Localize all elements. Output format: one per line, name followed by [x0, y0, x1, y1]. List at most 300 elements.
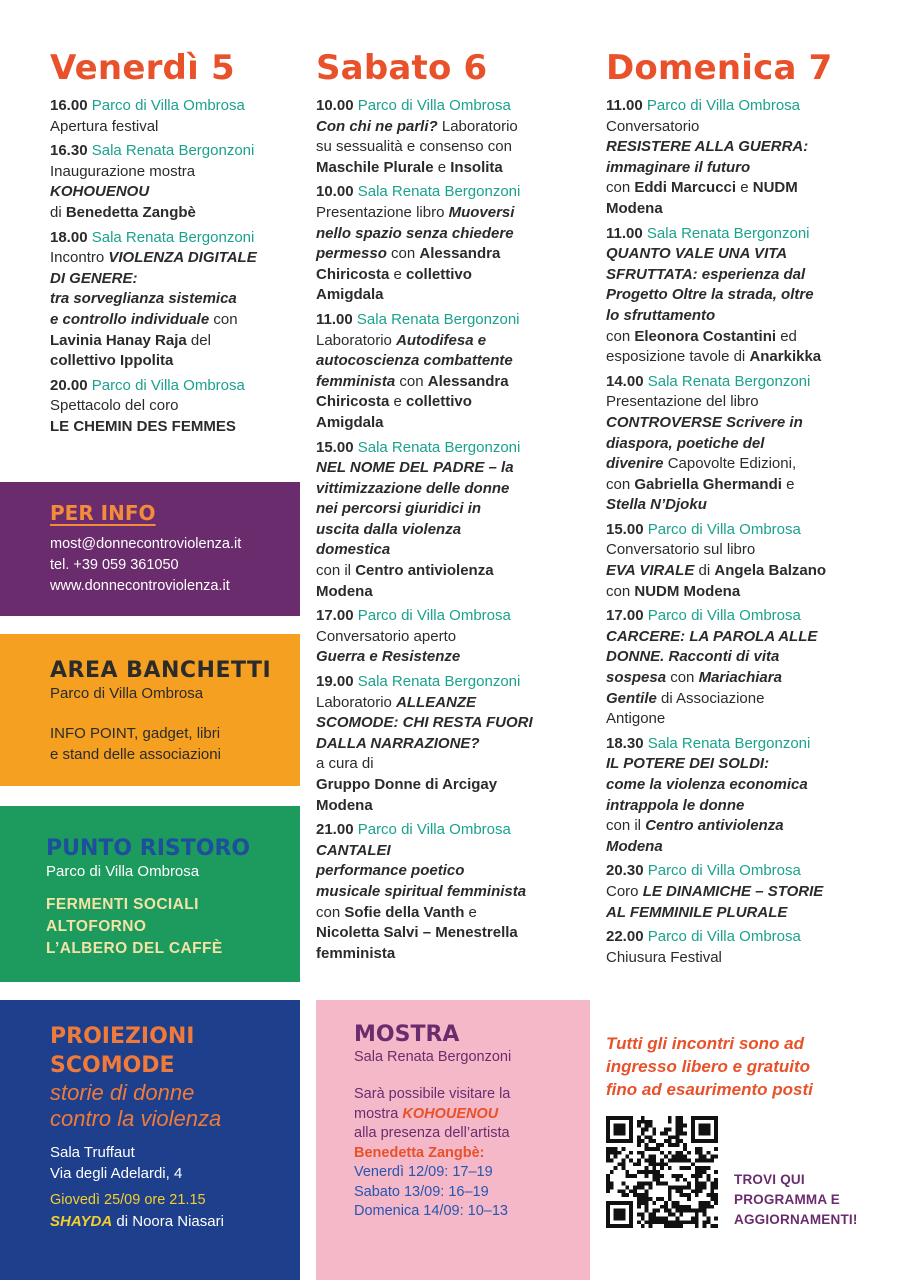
event-description-line — [606, 413, 896, 434]
event-text: vittimizzazione delle donne — [316, 479, 510, 497]
info-website[interactable]: www.donnecontroviolenza.it — [50, 578, 230, 594]
event-time: 22.00 — [606, 928, 644, 946]
event-text: Con chi ne parli? — [316, 117, 438, 135]
event-description-line — [316, 224, 586, 245]
event-text: come la violenza economica — [606, 776, 808, 793]
info-phone[interactable]: tel. +39 059 361050 — [50, 557, 179, 573]
event-item — [606, 861, 896, 923]
event-item — [50, 96, 300, 137]
mostra-title: MOSTRA — [354, 1022, 460, 1047]
qr-caption-line: TROVI QUI — [734, 1172, 805, 1187]
banchetti-place: Parco di Villa Ombrosa — [50, 685, 204, 702]
event-description-line — [50, 396, 300, 417]
event-description-line — [606, 816, 896, 837]
event-time: 14.00 — [606, 372, 644, 390]
event-description-line — [316, 244, 586, 265]
event-description-line — [606, 837, 896, 858]
event-item — [50, 228, 300, 372]
event-description-line — [316, 582, 586, 603]
event-description-line — [316, 882, 586, 903]
event-place: Sala Renata Bergonzoni — [357, 183, 521, 201]
event-text: Capovolte Edizioni, — [663, 455, 797, 473]
event-text: RESISTERE ALLA GUERRA: — [606, 138, 809, 156]
event-description-line — [606, 754, 896, 775]
event-text: Conversatorio — [606, 117, 700, 135]
event-item — [606, 734, 896, 858]
event-item — [316, 310, 586, 434]
event-description-line — [50, 182, 300, 203]
day-column-saturday — [316, 48, 586, 968]
event-text: Amigdala — [316, 286, 384, 304]
banchetti-box — [0, 634, 300, 786]
mostra-date: Domenica 14/09: 10–13 — [354, 1203, 508, 1219]
event-text: uscita dalla violenza — [316, 520, 462, 538]
event-text: Benedetta Zangbè — [65, 203, 196, 221]
event-text: NUDM Modena — [634, 582, 741, 600]
qr-code-icon[interactable] — [606, 1116, 718, 1228]
ristoro-place: Parco di Villa Ombrosa — [46, 863, 200, 880]
event-description-line — [316, 713, 586, 734]
event-text: femminista — [316, 372, 396, 390]
event-place: Sala Renata Bergonzoni — [646, 224, 810, 242]
event-text: Anarkikka — [749, 348, 822, 366]
ristoro-box — [0, 806, 300, 982]
event-text: diaspora, poetiche del — [606, 434, 765, 452]
event-text: collettivo Ippolita — [50, 352, 174, 370]
event-description-line — [606, 327, 896, 348]
event-text: NUDM — [752, 179, 798, 197]
event-description-line — [50, 269, 300, 290]
event-text: Gentile — [606, 689, 657, 707]
event-text: a cura di — [316, 755, 374, 773]
ristoro-item: FERMENTI SOCIALI — [46, 896, 199, 913]
event-description-line — [316, 413, 586, 434]
event-text: con — [316, 903, 345, 921]
event-description-line — [606, 627, 896, 648]
event-text: performance poetico — [316, 862, 465, 880]
banchetti-title: AREA BANCHETTI — [50, 658, 272, 683]
event-description-line — [606, 454, 896, 475]
event-description-line — [606, 306, 896, 327]
event-item — [606, 606, 896, 730]
event-time: 20.30 — [606, 862, 644, 880]
event-description-line — [606, 265, 896, 286]
event-text: del — [186, 331, 211, 349]
event-description-line — [606, 392, 896, 413]
event-text: Chiusura Festival — [606, 948, 722, 966]
mostra-line: Sarà possibile visitare la — [354, 1086, 511, 1102]
event-description-line — [606, 709, 896, 730]
event-description-line — [606, 882, 896, 903]
event-time: 11.00 — [606, 224, 643, 242]
event-description-line — [316, 561, 586, 582]
event-text: Presentazione del libro — [606, 393, 759, 411]
qr-caption-line: AGGIORNAMENTI! — [734, 1212, 858, 1227]
event-text: SCOMODE: CHI RESTA FUORI — [316, 714, 533, 732]
event-time: 10.00 — [316, 97, 354, 114]
event-text: su sessualità e consenso con — [316, 138, 512, 156]
event-text: ed — [776, 327, 797, 345]
event-time: 11.00 — [606, 97, 643, 114]
event-text: CANTALEI — [316, 841, 391, 859]
event-text: con — [606, 327, 635, 345]
event-place: Parco di Villa Ombrosa — [357, 97, 511, 114]
event-description-line — [316, 499, 586, 520]
event-text: e — [433, 158, 451, 176]
event-text: Angela Balzano — [714, 562, 827, 580]
event-text: di — [694, 562, 715, 580]
event-text: collettivo — [406, 393, 472, 411]
event-description-line — [316, 734, 586, 755]
event-description-line — [606, 285, 896, 306]
event-time: 15.00 — [316, 438, 354, 456]
mostra-date: Sabato 13/09: 16–19 — [354, 1183, 489, 1200]
event-text: tra sorveglianza sistemica — [50, 290, 237, 308]
event-text: femminista — [316, 944, 396, 962]
event-description-line — [606, 434, 896, 455]
event-description-line — [316, 351, 586, 372]
event-item — [606, 372, 896, 516]
event-text: ALLEANZE — [396, 693, 477, 711]
event-place: Parco di Villa Ombrosa — [91, 97, 245, 114]
event-text: Modena — [606, 837, 663, 855]
event-text: LE DINAMICHE – STORIE — [642, 882, 824, 900]
event-text: Gabriella Ghermandi — [634, 475, 782, 493]
event-description-line — [316, 627, 586, 648]
event-text: KOHOUENOU — [50, 183, 150, 201]
event-text: Laboratorio — [316, 693, 397, 711]
event-text: Chiricosta — [316, 393, 390, 411]
event-description-line — [606, 948, 896, 969]
event-description-line — [606, 582, 896, 603]
event-text: con — [395, 372, 428, 390]
event-description-line — [606, 775, 896, 796]
event-text: Muoversi — [448, 203, 515, 221]
proiezioni-title-line: PROIEZIONI — [50, 1024, 195, 1049]
event-description-line — [316, 647, 586, 668]
note-line: Tutti gli incontri sono ad — [606, 1034, 805, 1053]
event-place: Sala Renata Bergonzoni — [356, 310, 520, 328]
event-text: collettivo — [406, 265, 472, 283]
film-director: di Noora Niasari — [112, 1213, 224, 1230]
event-description-line — [316, 479, 586, 500]
info-box — [0, 482, 300, 616]
event-text: Autodifesa e — [396, 331, 487, 349]
event-place: Parco di Villa Ombrosa — [91, 376, 245, 394]
event-text: Modena — [316, 582, 373, 600]
event-place: Sala Renata Bergonzoni — [91, 142, 255, 160]
event-text: Mariachiara — [698, 669, 782, 687]
event-time: 21.00 — [316, 821, 354, 839]
event-text: Chiricosta — [316, 265, 390, 283]
mostra-place: Sala Renata Bergonzoni — [354, 1049, 512, 1065]
event-time: 19.00 — [316, 673, 354, 691]
event-description-line — [316, 158, 586, 179]
event-description-line — [316, 520, 586, 541]
event-description-line — [316, 903, 586, 924]
event-text: Centro antiviolenza — [355, 562, 494, 580]
event-place: Sala Renata Bergonzoni — [647, 734, 811, 752]
event-description-line — [316, 944, 586, 965]
event-text: Modena — [316, 796, 373, 814]
event-text: Sofie della Vanth — [344, 903, 465, 921]
event-text: Inaugurazione mostra — [50, 162, 196, 180]
event-description-line — [50, 331, 300, 352]
event-description-line — [50, 162, 300, 183]
day-heading: Domenica 7 — [606, 48, 833, 88]
info-title: PER INFO — [50, 501, 156, 525]
event-item — [606, 224, 896, 368]
mostra-box — [316, 1000, 590, 1280]
event-text: Lavinia Hanay Raja — [50, 331, 187, 349]
event-description-line — [316, 265, 586, 286]
event-place: Parco di Villa Ombrosa — [647, 520, 801, 538]
event-text: Eleonora Costantini — [634, 327, 777, 345]
mostra-exhibit: KOHOUENOU — [402, 1105, 499, 1122]
event-text: con — [606, 582, 635, 600]
event-text: domestica — [316, 541, 391, 559]
proiezioni-film — [50, 1211, 300, 1232]
event-text: Stella N’Djoku — [606, 496, 707, 514]
event-place: Parco di Villa Ombrosa — [647, 862, 801, 880]
event-text: Gruppo Donne di Arcigay — [316, 776, 498, 793]
event-place: Sala Renata Bergonzoni — [357, 438, 521, 456]
event-description-line — [316, 796, 586, 817]
event-text: divenire — [606, 455, 664, 473]
proiezioni-box — [0, 1000, 300, 1280]
event-description-line — [606, 668, 896, 689]
event-text: Alessandra — [419, 245, 501, 263]
event-text: e — [781, 475, 795, 493]
event-text: e — [464, 903, 477, 921]
event-time: 11.00 — [316, 310, 353, 328]
event-text: IL POTERE DEI SOLDI: — [606, 755, 770, 773]
event-item — [316, 672, 586, 816]
event-description-line — [50, 117, 300, 138]
event-text: Alessandra — [427, 372, 509, 390]
event-text: Antigone — [606, 710, 666, 728]
event-text: Laboratorio — [316, 331, 397, 349]
event-description-line — [316, 117, 586, 138]
proiezioni-address: Via degli Adelardi, 4 — [50, 1165, 183, 1182]
event-time: 15.00 — [606, 520, 644, 538]
event-description-line — [316, 754, 586, 775]
event-text: di — [50, 203, 66, 221]
event-time: 16.30 — [50, 142, 88, 160]
event-text: QUANTO VALE UNA VITA — [606, 245, 788, 263]
day-heading: Sabato 6 — [316, 48, 488, 88]
event-place: Parco di Villa Ombrosa — [646, 97, 801, 114]
event-text: Apertura festival — [50, 117, 159, 135]
event-text: EVA VIRALE — [606, 562, 695, 580]
event-item — [316, 182, 586, 306]
event-description-line — [606, 244, 896, 265]
event-time: 20.00 — [50, 376, 88, 394]
note-line: ingresso libero e gratuito — [606, 1057, 811, 1076]
event-description-line — [606, 158, 896, 179]
event-text: Conversatorio sul libro — [606, 541, 756, 559]
event-text: Progetto Oltre la strada, oltre — [606, 286, 814, 304]
day-column-sunday — [606, 48, 896, 972]
event-description-line — [606, 796, 896, 817]
proiezioni-tagline — [50, 1080, 300, 1132]
proiezioni-title-line: SCOMODE — [50, 1053, 175, 1078]
mostra-date: Venerdì 12/09: 17–19 — [354, 1164, 493, 1180]
tagline-line: storie di donne — [50, 1080, 195, 1105]
event-item — [316, 438, 586, 603]
note-line: fino ad esaurimento posti — [606, 1080, 813, 1099]
event-text: con il — [316, 562, 356, 580]
event-description-line — [606, 689, 896, 710]
event-text: esposizione tavole di — [606, 348, 750, 366]
event-description-line — [50, 248, 300, 269]
event-text: con — [606, 179, 635, 197]
event-item — [50, 141, 300, 223]
event-description-line — [316, 540, 586, 561]
event-text: Incontro — [50, 249, 109, 267]
event-description-line — [316, 861, 586, 882]
event-time: 17.00 — [316, 607, 354, 625]
event-text: Nicoletta Salvi – Menestrella — [316, 924, 518, 942]
event-place: Parco di Villa Ombrosa — [647, 607, 801, 625]
event-description-line — [606, 561, 896, 582]
event-text: SFRUTTATA: esperienza dal — [606, 265, 806, 283]
banchetti-line: e stand delle associazioni — [50, 745, 221, 763]
event-text: immaginare il futuro — [606, 158, 751, 176]
event-description-line — [316, 331, 586, 352]
event-text: CONTROVERSE Scrivere in — [606, 413, 803, 431]
proiezioni-date: Giovedì 25/09 ore 21.15 — [50, 1192, 206, 1208]
qr-caption-line: PROGRAMMA E — [734, 1192, 840, 1207]
event-description-line — [606, 495, 896, 516]
event-text: di Associazione — [656, 689, 765, 707]
event-text: NEL NOME DEL PADRE – la — [316, 459, 514, 477]
event-text: DALLA NARRAZIONE? — [316, 734, 480, 752]
event-time: 10.00 — [316, 183, 354, 201]
event-text: Coro — [606, 882, 643, 900]
event-description-line — [50, 289, 300, 310]
banchetti-line: INFO POINT, gadget, libri — [50, 725, 221, 742]
event-description-line — [606, 475, 896, 496]
event-time: 18.30 — [606, 734, 644, 752]
event-text: Amigdala — [316, 413, 384, 431]
day-column-friday — [50, 48, 300, 442]
event-description-line — [50, 310, 300, 331]
event-text: DI GENERE: — [50, 269, 138, 287]
event-item — [316, 606, 586, 668]
event-time: 18.00 — [50, 228, 88, 246]
event-text: AL FEMMINILE PLURALE — [606, 903, 788, 921]
event-time: 16.00 — [50, 97, 88, 114]
event-text: Conversatorio aperto — [316, 627, 457, 645]
event-text: musicale spiritual femminista — [316, 882, 527, 900]
event-item — [606, 96, 896, 220]
free-entry-note — [606, 1032, 896, 1101]
event-text: LE CHEMIN DES FEMMES — [50, 417, 236, 435]
event-place: Sala Renata Bergonzoni — [357, 673, 521, 691]
mostra-line — [354, 1105, 590, 1125]
event-text: lo sfruttamento — [606, 306, 716, 324]
event-description-line — [316, 693, 586, 714]
event-text: Presentazione libro — [316, 203, 449, 221]
event-text: permesso — [316, 245, 387, 263]
event-text: Eddi Marcucci — [634, 179, 737, 197]
mostra-text: mostra — [354, 1105, 403, 1122]
event-description-line — [316, 137, 586, 158]
event-text: e — [389, 393, 407, 411]
event-text: e — [389, 265, 407, 283]
tagline-line: contro la violenza — [50, 1106, 222, 1131]
event-text: DONNE. Racconti di vita — [606, 648, 780, 666]
event-description-line — [316, 923, 586, 944]
info-email[interactable]: most@donnecontroviolenza.it — [50, 536, 242, 552]
event-text: con — [386, 245, 420, 263]
event-text: Spettacolo del coro — [50, 397, 179, 415]
event-text: VIOLENZA DIGITALE — [108, 249, 257, 267]
event-text: sospesa — [606, 669, 667, 687]
event-description-line — [606, 199, 896, 220]
event-place: Parco di Villa Ombrosa — [647, 928, 801, 946]
event-place: Sala Renata Bergonzoni — [91, 228, 255, 246]
event-description-line — [316, 203, 586, 224]
film-title: SHAYDA — [50, 1213, 113, 1230]
event-text: Modena — [606, 199, 663, 217]
event-text: Insolita — [450, 158, 503, 176]
event-description-line — [606, 117, 896, 138]
event-place: Sala Renata Bergonzoni — [647, 372, 811, 390]
proiezioni-title — [50, 1022, 300, 1080]
event-text: CARCERE: LA PAROLA ALLE — [606, 627, 818, 645]
event-text: con — [209, 310, 238, 328]
event-text: nei percorsi giuridici in — [316, 500, 482, 518]
event-text: autocoscienza combattente — [316, 352, 513, 370]
event-description-line — [606, 647, 896, 668]
event-text: intrappola le donne — [606, 796, 745, 814]
event-description-line — [316, 392, 586, 413]
event-item — [606, 927, 896, 968]
event-text: con — [606, 475, 635, 493]
event-description-line — [50, 351, 300, 372]
event-description-line — [316, 372, 586, 393]
event-place: Parco di Villa Ombrosa — [357, 607, 511, 625]
event-description-line — [606, 903, 896, 924]
event-description-line — [316, 458, 586, 479]
ristoro-item: ALTOFORNO — [46, 918, 147, 935]
event-text: e controllo individuale — [50, 310, 210, 328]
event-text: con — [666, 669, 699, 687]
event-item — [606, 520, 896, 602]
event-text: Laboratorio — [437, 117, 518, 135]
proiezioni-venue: Sala Truffaut — [50, 1144, 135, 1161]
event-item — [316, 96, 586, 178]
event-description-line — [316, 285, 586, 306]
ristoro-item: L’ALBERO DEL CAFFÈ — [46, 940, 223, 957]
event-description-line — [316, 775, 586, 796]
event-item — [50, 376, 300, 438]
event-text: nello spazio senza chiedere — [316, 224, 514, 242]
event-text: Guerra e Resistenze — [316, 648, 461, 666]
event-time: 17.00 — [606, 607, 644, 625]
event-place: Parco di Villa Ombrosa — [357, 821, 511, 839]
event-text: Centro antiviolenza — [645, 817, 784, 835]
event-text: Maschile Plurale — [316, 158, 434, 176]
event-text: e — [736, 179, 753, 197]
event-description-line — [606, 137, 896, 158]
event-text: con il — [606, 817, 646, 835]
event-description-line — [316, 841, 586, 862]
event-item — [316, 820, 586, 964]
day-heading: Venerdì 5 — [50, 48, 235, 88]
